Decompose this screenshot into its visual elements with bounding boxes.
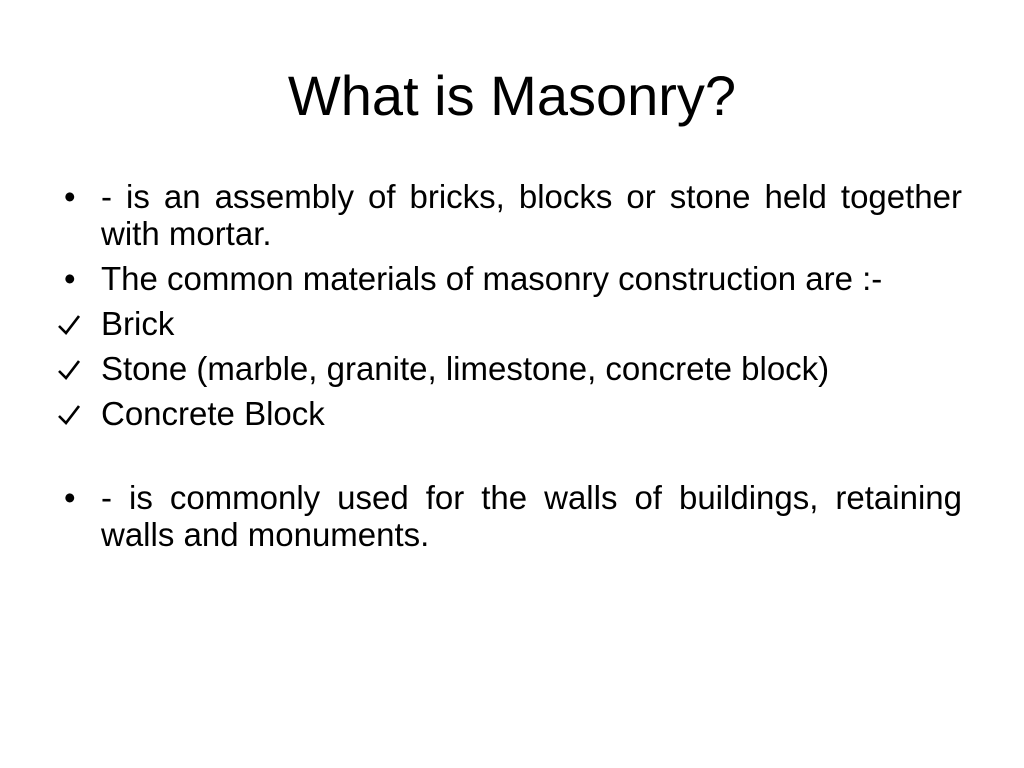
list-item	[56, 350, 962, 387]
list-item-text: The common materials of masonry construction are :-	[101, 260, 883, 297]
list-item-text: - is an assembly of bricks, blocks or stone held together with mortar.	[101, 178, 962, 252]
slide-title: What is Masonry?	[287, 64, 737, 127]
list-item	[56, 178, 962, 252]
bullet-icon: •	[64, 178, 76, 215]
bullet-icon: •	[64, 260, 76, 297]
bullet-list	[56, 178, 962, 561]
list-item	[56, 260, 962, 297]
list-item	[56, 479, 962, 553]
bullet-icon: •	[64, 479, 76, 516]
list-item-text: Stone (marble, granite, limestone, concrete block)	[101, 350, 830, 387]
list-item-text: Brick	[101, 305, 175, 342]
list-item-text: - is commonly used for the walls of buildings, retaining walls and monuments.	[101, 479, 962, 553]
list-item	[56, 305, 962, 342]
list-item-text: Concrete Block	[101, 395, 325, 432]
list-item	[56, 395, 962, 432]
